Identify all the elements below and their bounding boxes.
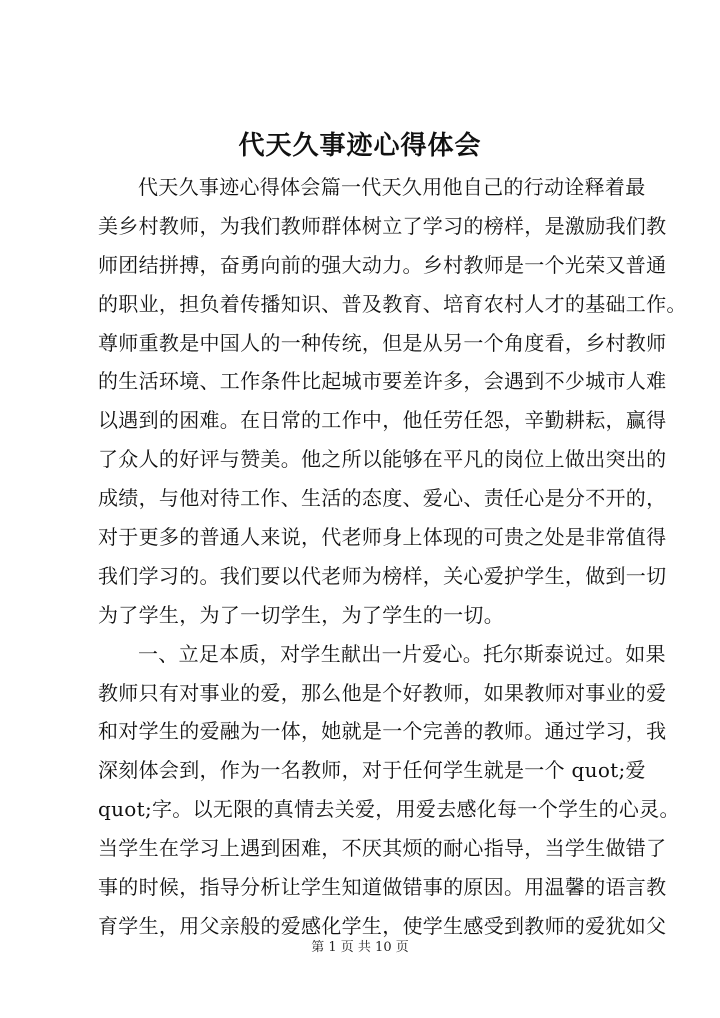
- body-line: 为了学生，为了一切学生，为了学生的一切。: [98, 602, 504, 627]
- body-line: 代天久事迹心得体会篇一代天久用他自己的行动诠释着最: [138, 175, 646, 199]
- body-line: 当学生在学习上遇到困难，不厌其烦的耐心指导，当学生做错了: [98, 836, 667, 861]
- body-line: 的生活环境、工作条件比起城市要差许多，会遇到不少城市人难: [98, 369, 667, 394]
- body-line: 师团结拼搏，奋勇向前的强大动力。乡村教师是一个光荣又普通: [98, 252, 667, 277]
- body-line: 育学生，用父亲般的爱感化学生，使学生感受到教师的爱犹如父: [98, 913, 667, 938]
- body-line: 事的时候，指导分析让学生知道做错事的原因。用温馨的语言教: [98, 875, 667, 900]
- body-line: 我们学习的。我们要以代老师为榜样，关心爱护学生，做到一切: [98, 563, 667, 588]
- body-line: 成绩，与他对待工作、生活的态度、爱心、责任心是分不开的，: [98, 486, 667, 511]
- document-body: [98, 168, 687, 946]
- body-line: 深刻体会到，作为一名教师，对于任何学生就是一个 quot;爱: [98, 758, 646, 783]
- page-footer: 第 1 页 共 10 页: [311, 940, 409, 955]
- body-line: 一、立足本质，对学生献出一片爱心。托尔斯泰说过。如果: [138, 641, 666, 666]
- body-line: 对于更多的普通人来说，代老师身上体现的可贵之处是非常值得: [98, 525, 667, 550]
- document-title: 代天久事迹心得体会: [238, 131, 482, 161]
- body-line: 以遇到的困难。在日常的工作中，他任劳任怨，辛勤耕耘，赢得: [98, 408, 667, 433]
- body-line: 和对学生的爱融为一体，她就是一个完善的教师。通过学习，我: [98, 719, 667, 744]
- body-line: 美乡村教师，为我们教师群体树立了学习的榜样，是激励我们教: [98, 213, 667, 238]
- body-line: 教师只有对事业的爱，那么他是个好教师，如果教师对事业的爱: [98, 680, 667, 705]
- body-line: 尊师重教是中国人的一种传统，但是从另一个角度看，乡村教师: [98, 330, 667, 355]
- body-line: quot;字。以无限的真情去关爱，用爱去感化每一个学生的心灵。: [98, 797, 680, 822]
- body-line: 了众人的好评与赞美。他之所以能够在平凡的岗位上做出突出的: [98, 447, 667, 472]
- body-line: 的职业，担负着传播知识、普及教育、培育农村人才的基础工作。: [98, 291, 687, 316]
